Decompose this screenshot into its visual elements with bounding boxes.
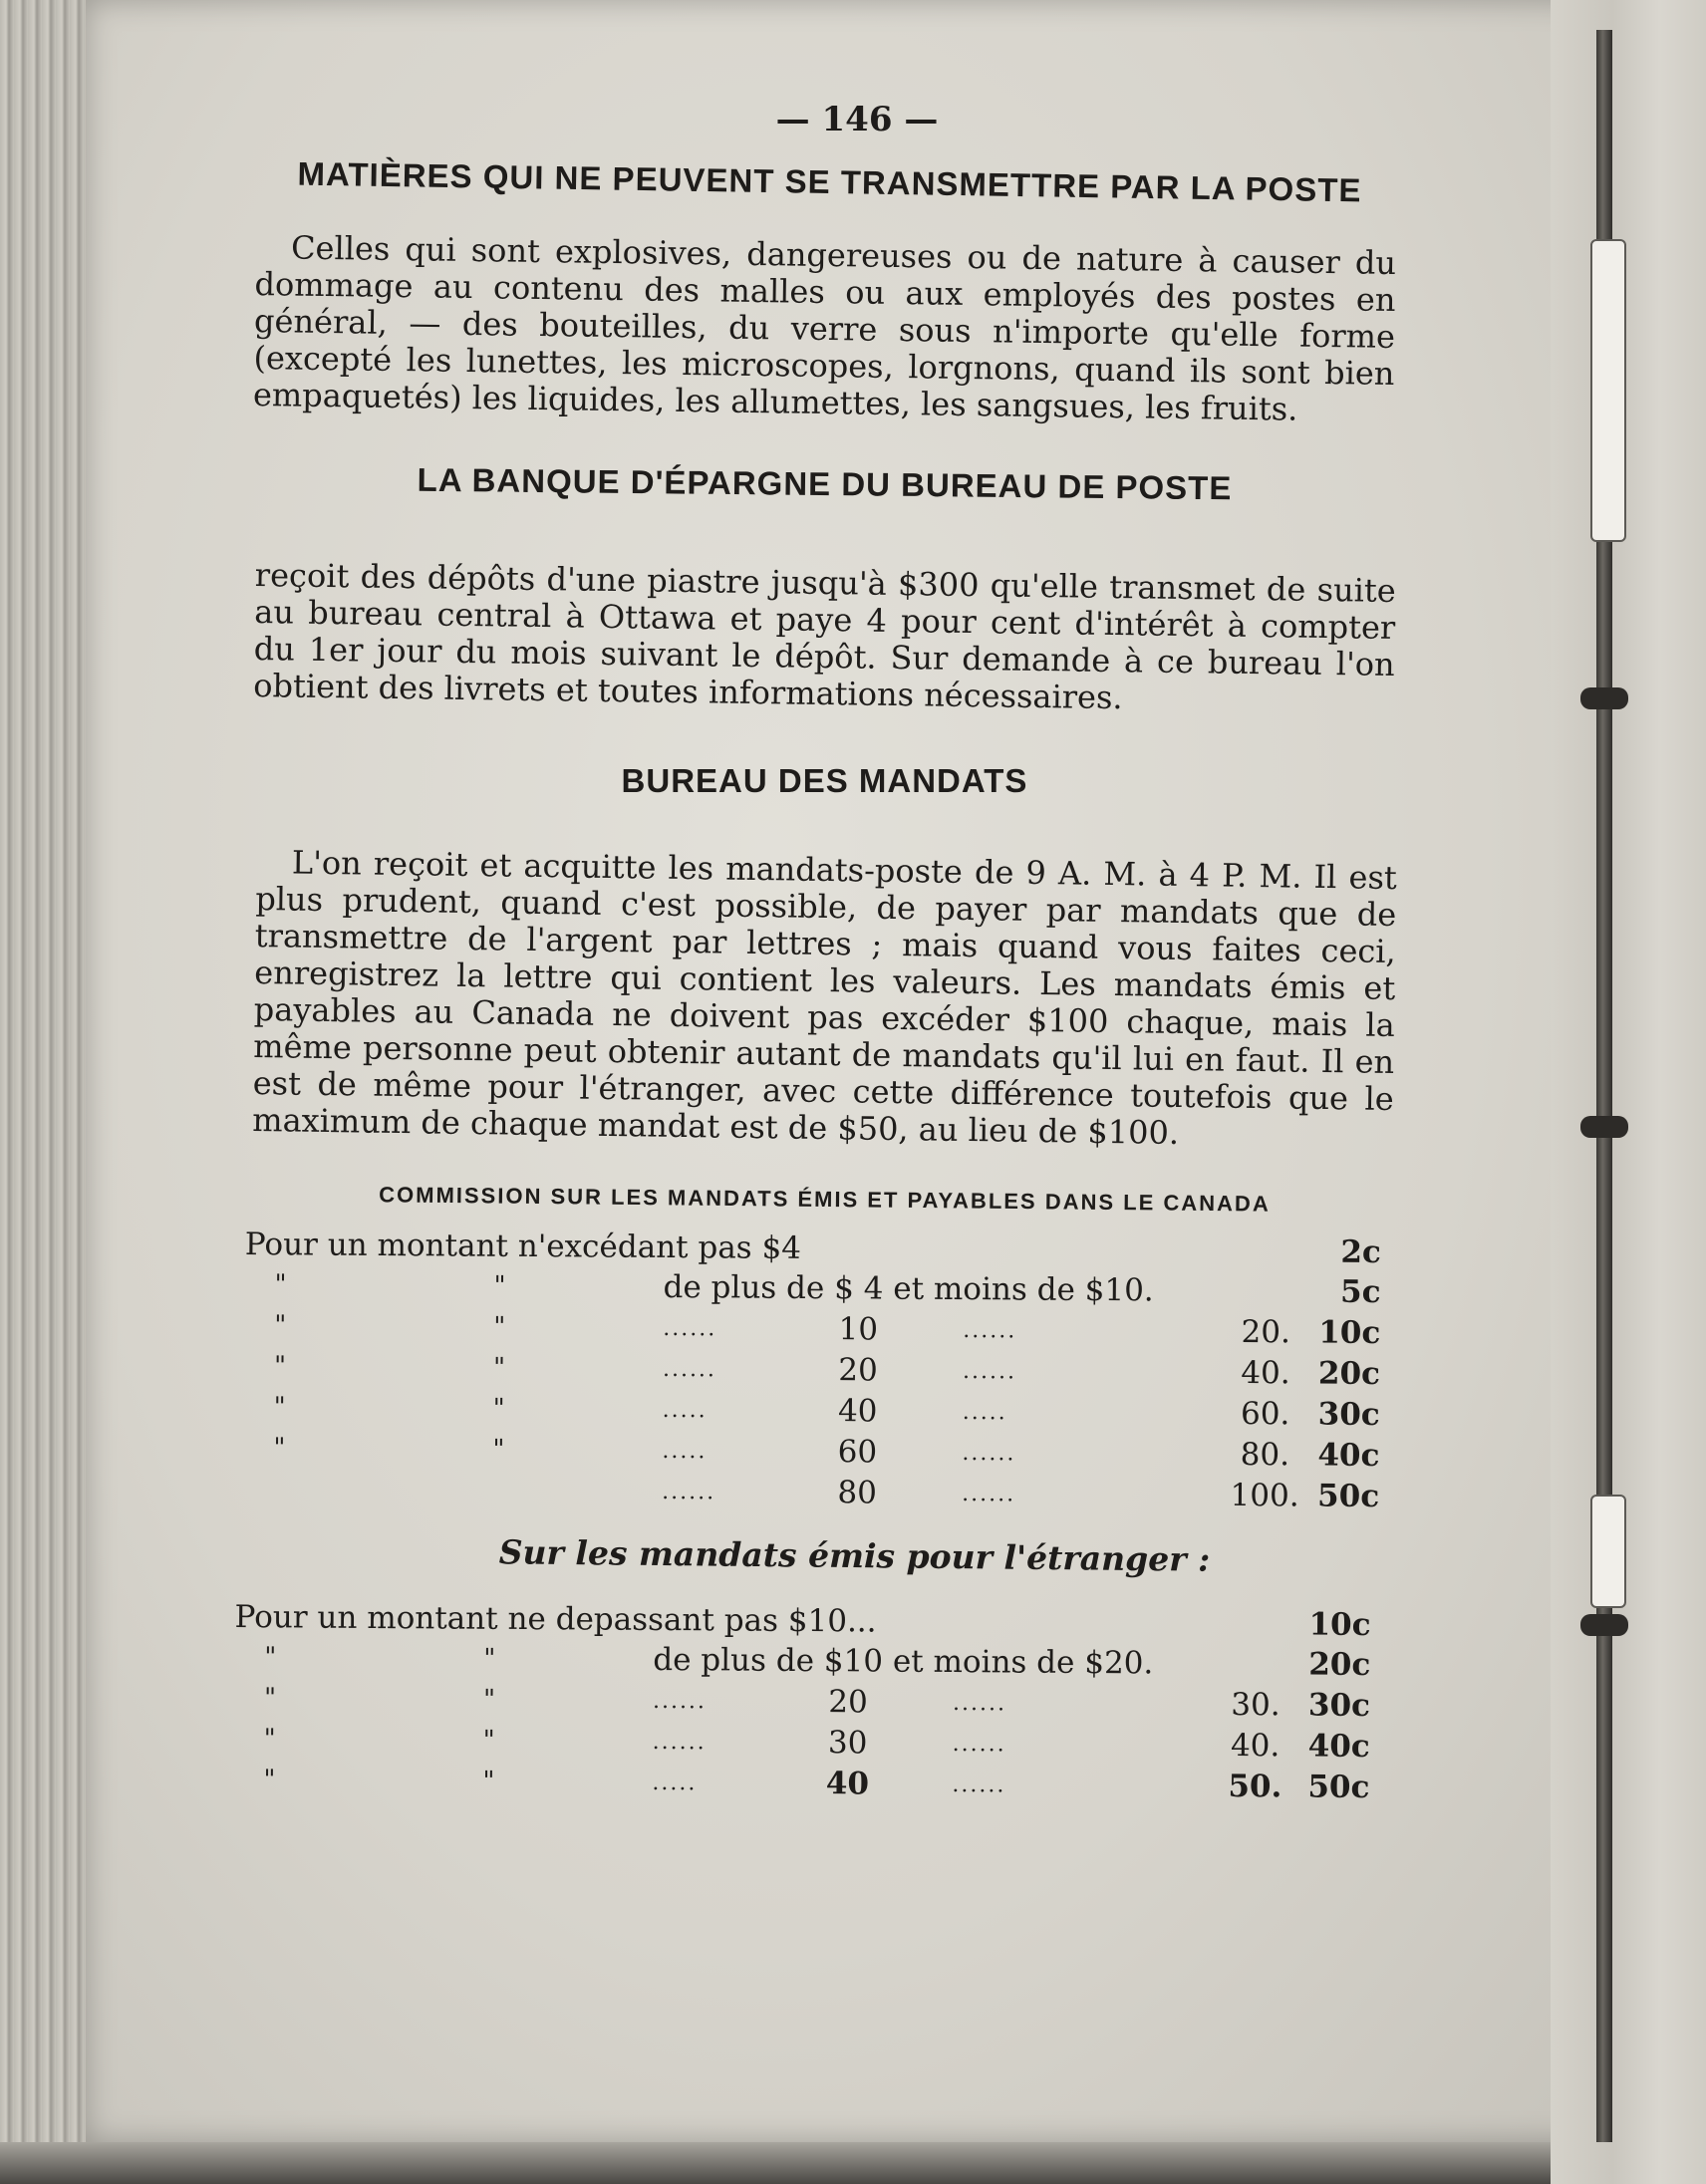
section-body-forbidden-items: Celles qui sont explosives, dangereuses ou de nature à causer du dommage au contenu des malles ou aux employés des postes en général, — des bouteilles, du verre sous n'importe qu'elle forme (excepté les lunettes, les microscopes, lorgnons, quand ils sont bien empaquetés) les liquides, les allumettes, les sangsues, les fruits. (252, 228, 1397, 428)
dots: ..... (962, 1399, 1007, 1425)
ditto-mark: " (493, 1311, 506, 1342)
dots: ...... (652, 1688, 708, 1714)
foreign-rate-table (233, 1597, 1370, 1809)
page-number: — 146 — (775, 100, 939, 139)
dots: ...... (962, 1440, 1016, 1466)
row-price: 30c (1317, 1396, 1380, 1433)
row-price: 10c (1318, 1314, 1381, 1351)
dots: ..... (662, 1397, 708, 1423)
range-to: 40. (1230, 1728, 1280, 1765)
dots: ...... (652, 1729, 707, 1755)
row-text: Pour un montant n'excédant pas $4 (244, 1226, 802, 1266)
ditto-mark: " (492, 1352, 506, 1383)
dots: ...... (952, 1731, 1006, 1757)
dots: ...... (952, 1690, 1007, 1716)
dots: ...... (963, 1317, 1017, 1343)
row-price: 20c (1317, 1355, 1381, 1392)
range-to: 30. (1231, 1687, 1280, 1724)
row-text: Pour un montant ne depassant pas $10... (234, 1598, 877, 1640)
binding-knot (1580, 1116, 1628, 1138)
section-body-money-orders: L'on reçoit et acquitte les mandats-poste de 9 A. M. à 4 P. M. Il est plus prudent, quand c'est possible, de payer par mandats que de transmettre de l'argent par lettres ; mais quand vous faites ceci, enregistrez la lettre qui contient les valeurs. Les mandats émis et payables au Canada ne doivent pas excéder $100 chaque, mais la même personne peut obtenir autant de mandats qu'il lui en faut. Il en est de même pour l'étranger, avec cette différence toutefois que le maximum de chaque mandat est de $50, au lieu de $100. (251, 843, 1398, 1152)
ditto-mark: " (263, 1765, 276, 1795)
page-text-block (234, 100, 1398, 1805)
dots: ...... (952, 1772, 1006, 1797)
ditto-mark: " (273, 1433, 286, 1464)
dots: ...... (962, 1481, 1016, 1506)
ditto-mark: " (492, 1434, 505, 1465)
section-body-savings-bank: reçoit des dépôts d'une piastre jusqu'à $300 qu'elle transmet de suite au bureau central à Ottawa et paye 4 pour cent d'intérêt à compter du 1er jour du mois suivant le dépôt. Sur demande à ce bureau l'on obtient des livrets et toutes informations nécessaires. (253, 556, 1396, 717)
section-title-money-orders: BUREAU DES MANDATS (621, 762, 1028, 799)
range-from: 80 (837, 1475, 878, 1511)
row-price: 40c (1307, 1728, 1370, 1765)
range-to: 80. (1240, 1437, 1290, 1474)
ditto-mark: " (482, 1766, 495, 1796)
ditto-mark: " (492, 1393, 505, 1424)
range-from: 30 (827, 1725, 868, 1762)
range-to: 50. (1228, 1768, 1282, 1805)
ditto-mark: " (273, 1392, 286, 1423)
binding-tape-upper (1590, 239, 1626, 542)
table-row (233, 1760, 1369, 1808)
ditto-mark: " (493, 1270, 506, 1301)
dots: ..... (662, 1438, 708, 1464)
ditto-mark: " (483, 1643, 496, 1674)
range-from: 10 (838, 1311, 879, 1348)
ditto-mark: " (263, 1683, 277, 1714)
range-from: 60 (837, 1434, 878, 1471)
section-title-savings-bank: LA BANQUE D'ÉPARGNE DU BUREAU DE POSTE (417, 460, 1233, 507)
range-to: 100. (1230, 1477, 1299, 1514)
row-price: 50c (1316, 1478, 1380, 1514)
ditto-mark: " (263, 1724, 276, 1755)
range-to: 60. (1240, 1396, 1290, 1433)
table-row (243, 1469, 1379, 1517)
ditto-mark: " (482, 1725, 495, 1756)
dots: ...... (662, 1356, 717, 1382)
row-price: 50c (1307, 1769, 1370, 1805)
canada-rate-table (243, 1225, 1381, 1518)
range-from: 20 (828, 1684, 868, 1721)
binding-tape-lower (1590, 1495, 1626, 1608)
section-title-forbidden-items: MATIÈRES QUI NE PEUVENT SE TRANSMETTRE PAR LA POSTE (297, 154, 1362, 209)
row-price: 5c (1339, 1273, 1381, 1310)
range-from: 40 (825, 1766, 870, 1802)
row-price: 2c (1340, 1233, 1381, 1270)
binding-gutter (1551, 0, 1706, 2184)
ditto-mark: " (274, 1310, 287, 1341)
book-bottom-edge (0, 2142, 1594, 2184)
range-to: 20. (1241, 1314, 1291, 1351)
canada-table-caption: COMMISSION SUR LES MANDATS ÉMIS ET PAYABLES DANS LE CANADA (379, 1182, 1271, 1217)
row-text: de plus de $ 4 et moins de $10. (663, 1268, 1154, 1309)
range-from: 20 (838, 1352, 878, 1389)
foreign-orders-heading: Sur les mandats émis pour l'étranger : (498, 1532, 1211, 1579)
dots: ..... (652, 1770, 698, 1795)
row-price: 30c (1307, 1687, 1371, 1724)
range-from: 40 (837, 1393, 878, 1430)
dots: ...... (663, 1315, 717, 1341)
binding-knot (1580, 1614, 1628, 1636)
ditto-mark: " (482, 1684, 496, 1715)
row-price: 20c (1308, 1646, 1371, 1683)
binding-knot (1580, 687, 1628, 709)
row-price: 10c (1308, 1606, 1371, 1643)
row-text: de plus de $10 et moins de $20. (653, 1641, 1154, 1682)
row-price: 40c (1317, 1437, 1380, 1474)
dots: ...... (962, 1358, 1017, 1384)
dots: ...... (662, 1479, 716, 1504)
ditto-mark: " (264, 1642, 277, 1673)
ditto-mark (243, 1469, 423, 1510)
range-to: 40. (1241, 1355, 1290, 1392)
ditto-mark: " (274, 1269, 287, 1300)
ditto-mark: " (273, 1351, 287, 1382)
ditto-mark (423, 1470, 662, 1512)
